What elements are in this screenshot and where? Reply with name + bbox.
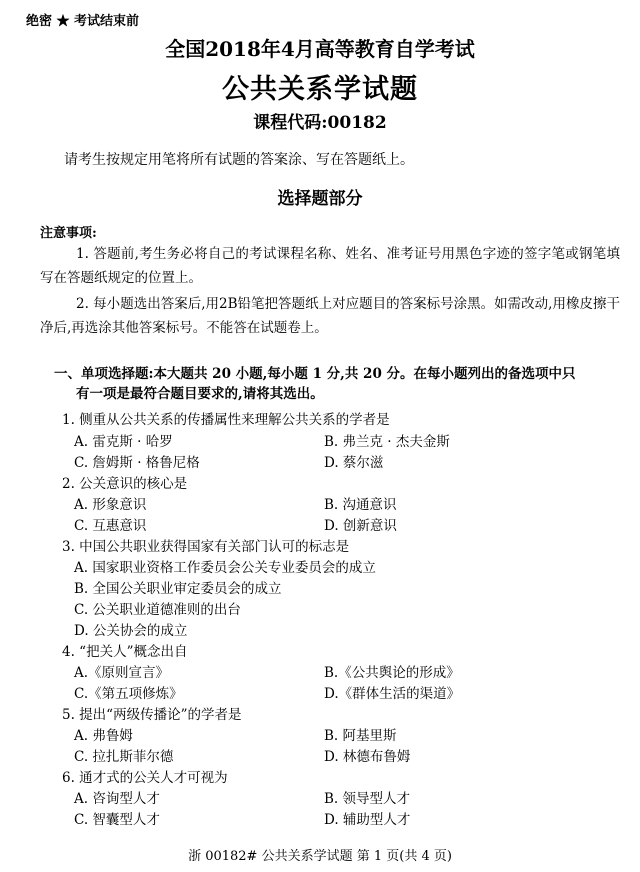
subject-title: 公共关系学试题 xyxy=(222,74,418,105)
question-stem: 3. 中国公共职业获得国家有关部门认可的标志是 xyxy=(62,539,350,555)
option-c: C.《第五项修炼》 xyxy=(74,686,183,702)
option-c: C. 智囊型人才 xyxy=(74,812,160,828)
question-stem: 2. 公关意识的核心是 xyxy=(62,476,188,492)
option-c: C. 詹姆斯 · 格鲁尼格 xyxy=(74,455,200,471)
question-stem: 1. 侧重从公共关系的传播属性来理解公共关系的学者是 xyxy=(62,412,390,428)
option-d: D. 蔡尔滋 xyxy=(324,455,384,471)
option-b: B. 弗兰克 · 杰夫金斯 xyxy=(324,434,450,450)
option-c: C. 公关职业道德准则的出台 xyxy=(74,602,241,618)
option-d: D. 创新意识 xyxy=(324,518,397,534)
exam-title: 全国2018年4月高等教育自学考试 xyxy=(165,37,475,61)
notes-heading: 注意事项: xyxy=(40,226,97,241)
option-a: A.《原则宣言》 xyxy=(74,665,170,681)
option-b: B. 全国公关职业审定委员会的成立 xyxy=(74,581,282,597)
option-a: A. 形象意识 xyxy=(74,497,147,513)
section-heading xyxy=(54,364,614,404)
note-item: 2. 每小题选出答案后,用2B铅笔把答题纸上对应题目的答案标号涂黑。如需改动,用橡皮擦干净后,再选涂其他答案标号。不能答在试题卷上。 xyxy=(40,296,620,336)
option-a: A. 弗鲁姆 xyxy=(74,728,133,744)
option-b: B. 沟通意识 xyxy=(324,497,397,513)
part-title: 选择题部分 xyxy=(277,189,363,209)
option-c: C. 拉扎斯菲尔德 xyxy=(74,749,174,765)
secret-label: 绝密 ★ 考试结束前 xyxy=(26,14,140,29)
question-stem: 6. 通才式的公关人才可视为 xyxy=(62,770,228,786)
option-d: D. 林德布鲁姆 xyxy=(324,749,411,765)
option-d: D.《群体生活的渠道》 xyxy=(324,686,461,702)
option-d: D. 公关协会的成立 xyxy=(74,623,188,639)
option-a: A. 雷克斯 · 哈罗 xyxy=(74,434,173,450)
option-a: A. 国家职业资格工作委员会公关专业委员会的成立 xyxy=(74,560,376,576)
option-c: C. 互惠意识 xyxy=(74,518,147,534)
section-heading-line2: 有一项是最符合题目要求的,请将其选出。 xyxy=(76,386,324,402)
section-heading-line1: 一、单项选择题:本大题共 20 小题,每小题 1 分,共 20 分。在每小题列出的备选项中只 xyxy=(54,366,576,382)
option-d: D. 辅助型人才 xyxy=(324,812,411,828)
option-b: B. 阿基里斯 xyxy=(324,728,397,744)
option-b: B. 领导型人才 xyxy=(324,791,411,807)
question-stem: 4. “把关人”概念出自 xyxy=(62,644,188,660)
instruction: 请考生按规定用笔将所有试题的答案涂、写在答题纸上。 xyxy=(64,152,414,168)
option-b: B.《公共舆论的形成》 xyxy=(324,665,460,681)
course-code: 课程代码:00182 xyxy=(253,113,387,133)
note-item: 1. 答题前,考生务必将自己的考试课程名称、姓名、准考证号用黑色字迹的签字笔或钢笔填写在答题纸规定的位置上。 xyxy=(40,246,620,286)
option-a: A. 咨询型人才 xyxy=(74,791,160,807)
page-footer: 浙 00182# 公共关系学试题 第 1 页(共 4 页) xyxy=(188,849,452,864)
question-stem: 5. 提出“两级传播论”的学者是 xyxy=(62,707,242,723)
